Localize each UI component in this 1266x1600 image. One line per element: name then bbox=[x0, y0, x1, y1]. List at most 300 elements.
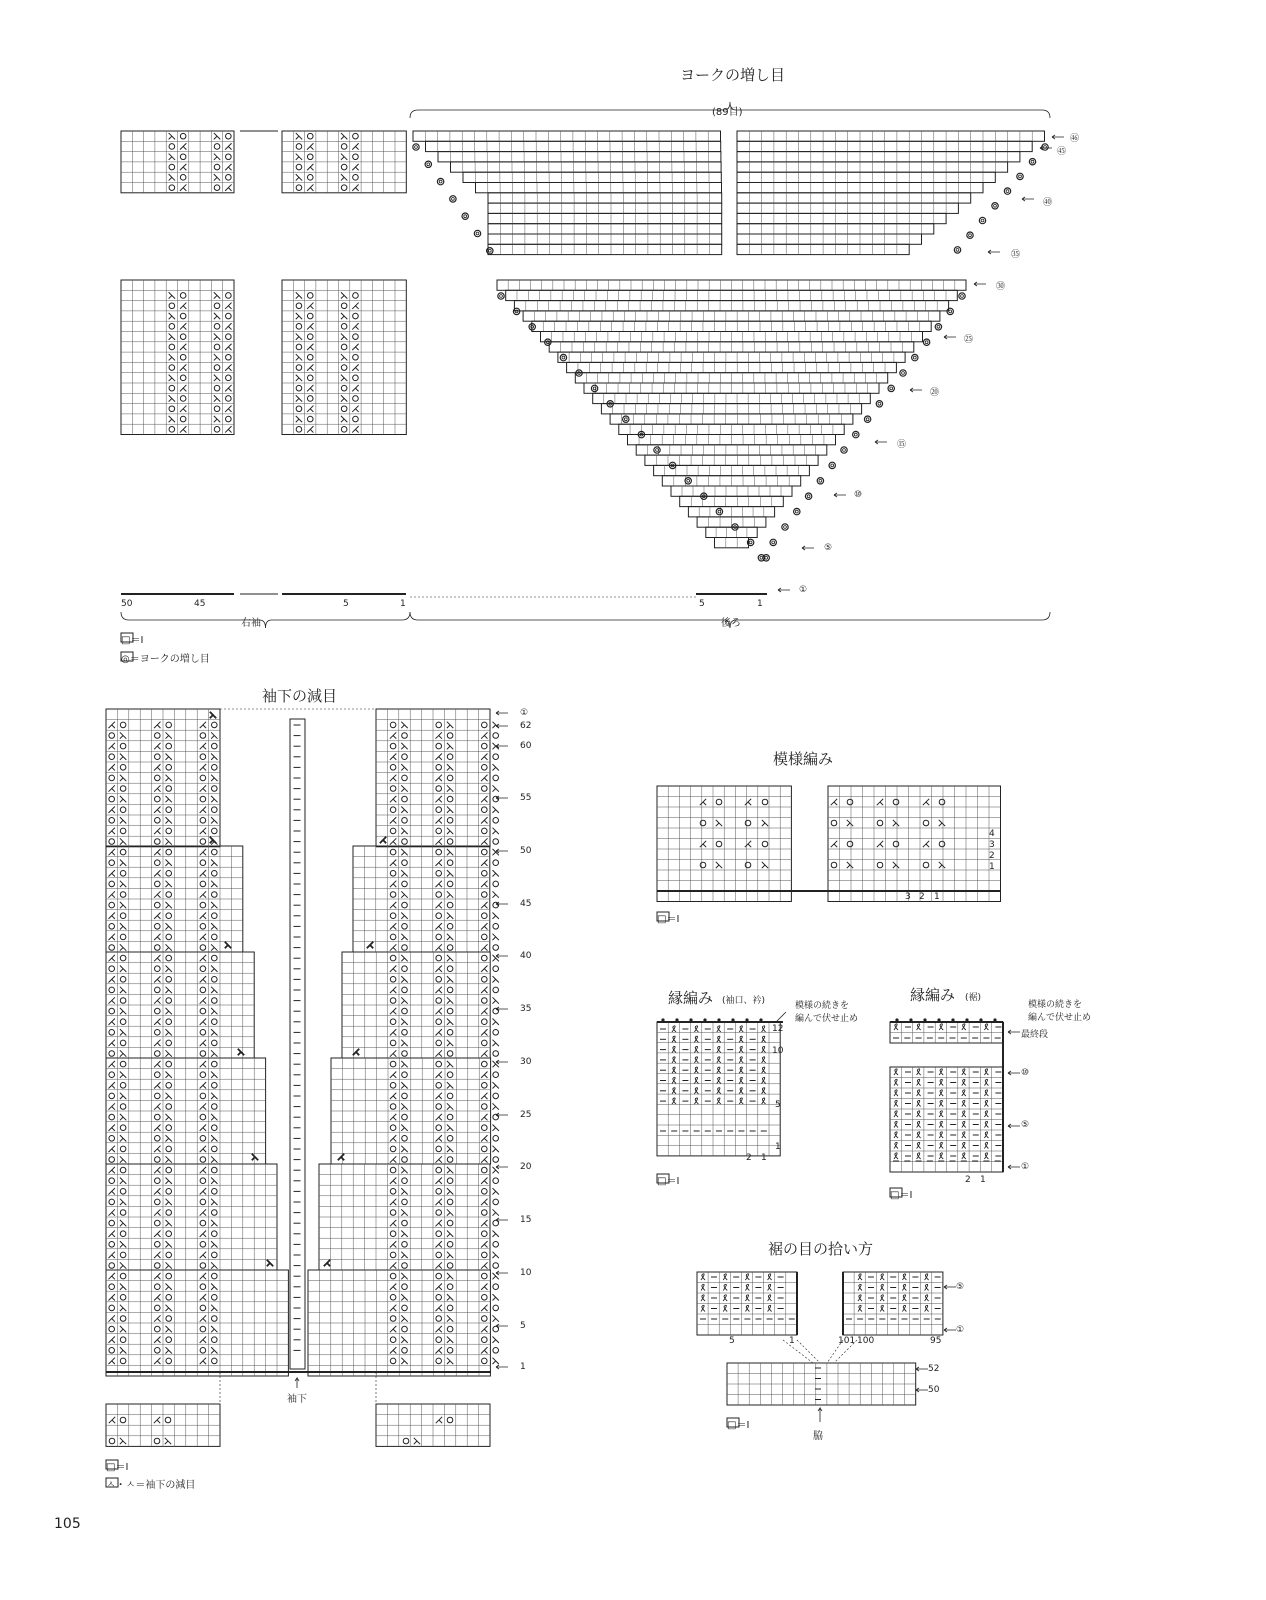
decrease-symbol bbox=[211, 1347, 217, 1353]
yarn-over-symbol bbox=[155, 1178, 161, 1184]
decrease-symbol bbox=[700, 799, 706, 805]
twisted-knit-symbol bbox=[717, 1067, 721, 1073]
yarn-over-symbol bbox=[212, 913, 218, 919]
decrease-symbol bbox=[109, 1146, 115, 1152]
decrease-symbol bbox=[109, 1417, 115, 1423]
yoke-back-row-right bbox=[737, 224, 934, 234]
decrease-symbol bbox=[214, 375, 220, 381]
yarn-over-symbol bbox=[169, 324, 175, 330]
yarn-over-symbol bbox=[155, 1326, 161, 1332]
yarn-over-symbol bbox=[482, 1210, 488, 1216]
grid-lines bbox=[716, 527, 747, 537]
pattern-row-1: 1 bbox=[989, 862, 995, 872]
decrease-symbol bbox=[447, 828, 453, 834]
yoke-row-15: ⑮ bbox=[897, 440, 907, 450]
decrease-symbol bbox=[120, 732, 126, 738]
grid-lines bbox=[639, 435, 824, 445]
yarn-over-symbol bbox=[200, 924, 206, 930]
decrease-symbol bbox=[120, 1220, 126, 1226]
decrease-symbol bbox=[390, 987, 396, 993]
decrease-symbol bbox=[341, 333, 347, 339]
twisted-knit-symbol bbox=[939, 1132, 943, 1138]
decrease-symbol bbox=[180, 406, 186, 412]
decrease-symbol bbox=[109, 743, 115, 749]
decrease-symbol bbox=[166, 1326, 172, 1332]
yarn-over-symbol bbox=[166, 871, 172, 877]
yoke-triangle-row bbox=[549, 342, 914, 352]
sleeve-left-block bbox=[106, 1058, 266, 1164]
yarn-over-symbol bbox=[447, 1305, 453, 1311]
decrease-symbol bbox=[120, 1438, 126, 1444]
yarn-over-symbol bbox=[939, 799, 945, 805]
yarn-over-symbol bbox=[120, 1358, 126, 1364]
decrease-symbol bbox=[267, 1260, 273, 1266]
yarn-over-symbol bbox=[212, 1040, 218, 1046]
decrease-symbol bbox=[109, 828, 115, 834]
pattern-stitch-chart bbox=[657, 786, 1001, 921]
yarn-over-symbol bbox=[307, 133, 313, 139]
grid-lines bbox=[665, 465, 799, 475]
twisted-knit-symbol bbox=[894, 1142, 898, 1148]
decrease-symbol bbox=[481, 1178, 487, 1184]
yarn-over-symbol bbox=[436, 1189, 442, 1195]
decrease-symbol bbox=[436, 1178, 442, 1184]
yarn-over-symbol bbox=[436, 722, 442, 728]
decrease-symbol bbox=[390, 944, 396, 950]
decrease-symbol bbox=[120, 902, 126, 908]
decrease-symbol bbox=[436, 1114, 442, 1120]
sleeve-grid-block bbox=[282, 131, 406, 193]
yoke-legend-circle: ◎＝ヨークの増し目 bbox=[121, 654, 210, 665]
yoke-row-1: ① bbox=[799, 585, 808, 595]
decrease-symbol bbox=[436, 838, 442, 844]
decrease-symbol bbox=[211, 902, 217, 908]
decrease-symbol bbox=[200, 1315, 206, 1321]
decrease-symbol bbox=[341, 416, 347, 422]
edge-hem-chart bbox=[890, 1018, 1020, 1197]
decrease-symbol bbox=[481, 987, 487, 993]
yarn-over-symbol bbox=[847, 841, 853, 847]
yarn-over-symbol bbox=[154, 1438, 160, 1444]
decrease-symbol bbox=[200, 1188, 206, 1194]
row-arrow bbox=[1052, 135, 1064, 139]
grid-lines bbox=[749, 193, 958, 203]
twisted-knit-symbol bbox=[962, 1142, 966, 1148]
decrease-symbol bbox=[166, 987, 172, 993]
yarn-over-symbol bbox=[402, 1093, 408, 1099]
twisted-knit-symbol bbox=[894, 1100, 898, 1106]
twisted-knit-symbol bbox=[925, 1305, 929, 1311]
yarn-over-symbol bbox=[341, 324, 347, 330]
yarn-over-symbol bbox=[447, 775, 453, 781]
yarn-over-symbol bbox=[214, 164, 220, 170]
decrease-symbol bbox=[493, 934, 499, 940]
decrease-symbol bbox=[225, 942, 231, 948]
yarn-over-symbol bbox=[307, 396, 313, 402]
increase-symbol-inner bbox=[656, 449, 659, 452]
decrease-symbol bbox=[831, 841, 837, 847]
decrease-symbol bbox=[481, 1220, 487, 1226]
increase-symbol-inner bbox=[925, 341, 928, 344]
decrease-symbol bbox=[296, 154, 302, 160]
yarn-over-symbol bbox=[447, 1348, 453, 1354]
yarn-over-symbol bbox=[212, 1125, 218, 1131]
decrease-symbol bbox=[745, 841, 751, 847]
decrease-symbol bbox=[877, 799, 883, 805]
yarn-over-symbol bbox=[200, 754, 206, 760]
decrease-symbol bbox=[109, 1082, 115, 1088]
yarn-over-symbol bbox=[109, 818, 115, 824]
decrease-symbol bbox=[154, 828, 160, 834]
yarn-over-symbol bbox=[120, 1083, 126, 1089]
grid-lines bbox=[656, 455, 806, 465]
yarn-over-symbol bbox=[390, 1104, 396, 1110]
pointer-line bbox=[776, 1012, 786, 1022]
twisted-knit-symbol bbox=[902, 1305, 906, 1311]
yarn-over-symbol bbox=[155, 1051, 161, 1057]
yarn-over-symbol bbox=[155, 1008, 161, 1014]
yarn-over-symbol bbox=[120, 807, 126, 813]
grid-lines bbox=[353, 846, 490, 952]
decrease-symbol bbox=[352, 385, 358, 391]
decrease-symbol bbox=[493, 997, 499, 1003]
decrease-symbol bbox=[447, 1082, 453, 1088]
yarn-over-symbol bbox=[200, 966, 206, 972]
decrease-symbol bbox=[436, 860, 442, 866]
yoke-row-20: ⑳ bbox=[930, 388, 940, 398]
sleeve-right-block bbox=[353, 846, 490, 952]
yarn-over-symbol bbox=[120, 786, 126, 792]
decrease-symbol bbox=[166, 754, 172, 760]
yarn-over-symbol bbox=[169, 185, 175, 191]
decrease-symbol bbox=[401, 1337, 407, 1343]
edge-hem-title: 縁編み bbox=[910, 986, 956, 1004]
yarn-over-symbol bbox=[482, 1273, 488, 1279]
twisted-knit-symbol bbox=[962, 1132, 966, 1138]
yarn-over-symbol bbox=[482, 1019, 488, 1025]
sleeve-row-62: 62 bbox=[520, 721, 532, 731]
grid-lines bbox=[106, 1270, 288, 1376]
increase-symbol-inner bbox=[1019, 175, 1022, 178]
yarn-over-symbol bbox=[109, 1136, 115, 1142]
yarn-over-symbol bbox=[436, 807, 442, 813]
twisted-knit-symbol bbox=[717, 1077, 721, 1083]
yarn-over-symbol bbox=[390, 1231, 396, 1237]
decrease-symbol bbox=[120, 1178, 126, 1184]
yarn-over-symbol bbox=[212, 1189, 218, 1195]
twisted-knit-symbol bbox=[701, 1295, 705, 1301]
yarn-over-symbol bbox=[155, 902, 161, 908]
decrease-symbol bbox=[166, 1305, 172, 1311]
pickup-title: 裾の目の拾い方 bbox=[768, 1240, 874, 1258]
grid-lines bbox=[438, 141, 709, 151]
edge-cuff-row-1: 1 bbox=[775, 1142, 781, 1152]
decrease-symbol bbox=[109, 1125, 115, 1131]
twisted-knit-symbol bbox=[762, 1036, 766, 1042]
yarn-over-symbol bbox=[226, 375, 232, 381]
yarn-over-symbol bbox=[109, 1199, 115, 1205]
decrease-symbol bbox=[169, 313, 175, 319]
decrease-symbol bbox=[169, 133, 175, 139]
yarn-over-symbol bbox=[353, 313, 359, 319]
yarn-over-symbol bbox=[493, 987, 499, 993]
yarn-over-symbol bbox=[745, 862, 751, 868]
yarn-over-symbol bbox=[402, 796, 408, 802]
decrease-symbol bbox=[447, 722, 453, 728]
grid-lines bbox=[500, 193, 709, 203]
decrease-symbol bbox=[401, 764, 407, 770]
grid-lines bbox=[500, 244, 709, 254]
decrease-symbol bbox=[493, 1358, 499, 1364]
yarn-over-symbol bbox=[307, 375, 313, 381]
yarn-over-symbol bbox=[109, 1072, 115, 1078]
twisted-knit-symbol bbox=[917, 1100, 921, 1106]
yarn-over-symbol bbox=[482, 934, 488, 940]
twisted-knit-symbol bbox=[917, 1024, 921, 1030]
brace bbox=[121, 612, 410, 628]
yoke-triangle-row bbox=[636, 445, 827, 455]
yoke-triangle-row bbox=[558, 352, 905, 362]
decrease-symbol bbox=[200, 1252, 206, 1258]
yoke-legend-blank: □＝Ⅰ bbox=[121, 635, 144, 646]
yarn-over-symbol bbox=[200, 1093, 206, 1099]
yarn-over-symbol bbox=[166, 1316, 172, 1322]
decrease-symbol bbox=[390, 838, 396, 844]
decrease-symbol bbox=[493, 785, 499, 791]
twisted-knit-symbol bbox=[745, 1284, 749, 1290]
twisted-knit-symbol bbox=[917, 1153, 921, 1159]
yarn-over-symbol bbox=[447, 924, 453, 930]
decrease-symbol bbox=[166, 1029, 172, 1035]
twisted-knit-symbol bbox=[894, 1121, 898, 1127]
twisted-knit-symbol bbox=[723, 1284, 727, 1290]
decrease-symbol bbox=[436, 881, 442, 887]
sleeve-right-block bbox=[331, 1058, 491, 1164]
edge-hem-top-grid bbox=[890, 1022, 1003, 1043]
grid-lines bbox=[828, 786, 1001, 902]
decrease-symbol bbox=[390, 1347, 396, 1353]
grid-lines bbox=[308, 1270, 490, 1376]
decrease-symbol bbox=[120, 1199, 126, 1205]
yarn-over-symbol bbox=[447, 881, 453, 887]
grid-border bbox=[488, 224, 722, 234]
decrease-symbol bbox=[401, 849, 407, 855]
yarn-over-symbol bbox=[831, 820, 837, 826]
yarn-over-symbol bbox=[200, 1220, 206, 1226]
yarn-over-symbol bbox=[402, 775, 408, 781]
yarn-over-symbol bbox=[436, 1210, 442, 1216]
yarn-over-symbol bbox=[109, 1157, 115, 1163]
yarn-over-symbol bbox=[120, 1061, 126, 1067]
yarn-over-symbol bbox=[436, 1358, 442, 1364]
twisted-knit-symbol bbox=[672, 1046, 676, 1052]
twisted-knit-symbol bbox=[858, 1305, 862, 1311]
yarn-over-symbol bbox=[493, 1093, 499, 1099]
yarn-over-symbol bbox=[402, 987, 408, 993]
increase-symbol bbox=[716, 508, 722, 514]
yarn-over-symbol bbox=[436, 765, 442, 771]
decrease-symbol bbox=[401, 785, 407, 791]
yarn-over-symbol bbox=[155, 1284, 161, 1290]
yarn-over-symbol bbox=[390, 1125, 396, 1131]
yarn-over-symbol bbox=[447, 1417, 453, 1423]
grid-lines bbox=[282, 131, 406, 193]
yoke-back-row-left bbox=[476, 183, 722, 193]
decrease-symbol bbox=[200, 1125, 206, 1131]
yarn-over-symbol bbox=[212, 871, 218, 877]
increase-symbol bbox=[900, 370, 906, 376]
increase-symbol bbox=[864, 416, 870, 422]
yarn-over-symbol bbox=[155, 1263, 161, 1269]
yarn-over-symbol bbox=[482, 1252, 488, 1258]
yarn-over-symbol bbox=[165, 1417, 171, 1423]
increase-symbol-inner bbox=[994, 204, 997, 207]
decrease-symbol bbox=[893, 820, 899, 826]
yarn-over-symbol bbox=[390, 1167, 396, 1173]
yarn-over-symbol bbox=[200, 1305, 206, 1311]
yarn-over-symbol bbox=[493, 1242, 499, 1248]
row-arrow bbox=[496, 1324, 508, 1328]
twisted-knit-symbol bbox=[762, 1057, 766, 1063]
yarn-over-symbol bbox=[493, 733, 499, 739]
twisted-knit-symbol bbox=[694, 1067, 698, 1073]
yoke-back-row-left bbox=[488, 213, 722, 223]
decrease-symbol bbox=[109, 849, 115, 855]
decrease-symbol bbox=[211, 732, 217, 738]
decrease-symbol bbox=[390, 1326, 396, 1332]
yarn-over-symbol bbox=[296, 365, 302, 371]
row-arrow bbox=[1008, 1165, 1020, 1169]
decrease-symbol bbox=[211, 1284, 217, 1290]
yarn-over-symbol bbox=[212, 722, 218, 728]
grid-lines bbox=[106, 1164, 277, 1270]
increase-symbol bbox=[437, 178, 443, 184]
decrease-symbol bbox=[716, 862, 722, 868]
decrease-symbol bbox=[166, 775, 172, 781]
decrease-symbol bbox=[200, 1082, 206, 1088]
edge-hem-note-1: 模様の続きを bbox=[1028, 1000, 1083, 1010]
pattern-row-3: 3 bbox=[989, 840, 995, 850]
decrease-symbol bbox=[154, 1252, 160, 1258]
yoke-back-row-left bbox=[488, 193, 722, 203]
yarn-over-symbol bbox=[447, 1051, 453, 1057]
decrease-symbol bbox=[436, 775, 442, 781]
decrease-symbol bbox=[436, 1417, 442, 1423]
decrease-symbol bbox=[401, 1209, 407, 1215]
yoke-back-row-left bbox=[488, 234, 722, 244]
sleeve-row-1: 1 bbox=[520, 1362, 526, 1372]
decrease-symbol bbox=[214, 333, 220, 339]
decrease-symbol bbox=[200, 1231, 206, 1237]
decrease-symbol bbox=[307, 344, 313, 350]
yarn-over-symbol bbox=[296, 164, 302, 170]
yoke-back-row-left bbox=[438, 152, 721, 162]
increase-symbol bbox=[1017, 173, 1023, 179]
decrease-symbol bbox=[154, 743, 160, 749]
yarn-over-symbol bbox=[212, 786, 218, 792]
yarn-over-symbol bbox=[155, 1220, 161, 1226]
decrease-symbol bbox=[109, 913, 115, 919]
yarn-over-symbol bbox=[716, 841, 722, 847]
yarn-over-symbol bbox=[169, 303, 175, 309]
decrease-symbol bbox=[436, 1008, 442, 1014]
grid-lines bbox=[534, 311, 928, 321]
yarn-over-symbol bbox=[155, 1072, 161, 1078]
decrease-symbol bbox=[877, 841, 883, 847]
decrease-symbol bbox=[166, 881, 172, 887]
yarn-over-symbol bbox=[120, 1125, 126, 1131]
decrease-symbol bbox=[341, 375, 347, 381]
decrease-symbol bbox=[169, 174, 175, 180]
grid-lines bbox=[578, 362, 885, 372]
decrease-symbol bbox=[154, 913, 160, 919]
decrease-symbol bbox=[166, 1284, 172, 1290]
twisted-knit-symbol bbox=[723, 1295, 727, 1301]
sleeve-legend-blank: □＝Ⅰ bbox=[106, 1462, 129, 1473]
decrease-symbol bbox=[211, 944, 217, 950]
decrease-symbol bbox=[338, 1154, 344, 1160]
yarn-over-symbol bbox=[831, 862, 837, 868]
yarn-over-symbol bbox=[212, 977, 218, 983]
yoke-triangle-row bbox=[680, 496, 784, 506]
increase-symbol-inner bbox=[969, 234, 972, 237]
decrease-symbol bbox=[154, 722, 160, 728]
row-arrow bbox=[496, 954, 508, 958]
sleeve-left-block bbox=[106, 952, 254, 1058]
increase-symbol-inner bbox=[843, 449, 846, 452]
decrease-symbol bbox=[109, 1019, 115, 1025]
yoke-back-row-left bbox=[451, 162, 722, 172]
decrease-symbol bbox=[154, 1082, 160, 1088]
yarn-over-symbol bbox=[482, 1231, 488, 1237]
edge-hem-row-1: ① bbox=[1021, 1162, 1030, 1172]
row-arrow bbox=[496, 1113, 508, 1117]
yarn-over-symbol bbox=[212, 1146, 218, 1152]
decrease-symbol bbox=[166, 817, 172, 823]
grid-lines bbox=[749, 131, 1032, 141]
yarn-over-symbol bbox=[296, 344, 302, 350]
sleeve-left-block bbox=[106, 1164, 277, 1270]
decrease-symbol bbox=[120, 1262, 126, 1268]
decrease-symbol bbox=[447, 1294, 453, 1300]
grid-lines bbox=[517, 290, 946, 300]
twisted-knit-symbol bbox=[894, 1079, 898, 1085]
yarn-over-symbol bbox=[214, 385, 220, 391]
row-arrow bbox=[1022, 197, 1034, 201]
decrease-symbol bbox=[200, 1103, 206, 1109]
yarn-over-symbol bbox=[447, 754, 453, 760]
yarn-over-symbol bbox=[390, 1337, 396, 1343]
twisted-knit-symbol bbox=[717, 1046, 721, 1052]
yarn-over-symbol bbox=[109, 775, 115, 781]
yarn-over-symbol bbox=[402, 1114, 408, 1120]
decrease-symbol bbox=[762, 862, 768, 868]
yarn-over-symbol bbox=[200, 1008, 206, 1014]
decrease-symbol bbox=[238, 1049, 244, 1055]
pickup-col-95: 95 bbox=[930, 1336, 942, 1346]
yarn-over-symbol bbox=[482, 892, 488, 898]
yarn-over-symbol bbox=[155, 733, 161, 739]
yarn-over-symbol bbox=[436, 786, 442, 792]
decrease-symbol bbox=[211, 1305, 217, 1311]
decrease-symbol bbox=[200, 891, 206, 897]
increase-symbol bbox=[954, 247, 960, 253]
twisted-knit-symbol bbox=[984, 1100, 988, 1106]
decrease-symbol bbox=[296, 333, 302, 339]
decrease-symbol bbox=[436, 1347, 442, 1353]
decrease-symbol bbox=[166, 1156, 172, 1162]
grid-border bbox=[737, 152, 1020, 162]
